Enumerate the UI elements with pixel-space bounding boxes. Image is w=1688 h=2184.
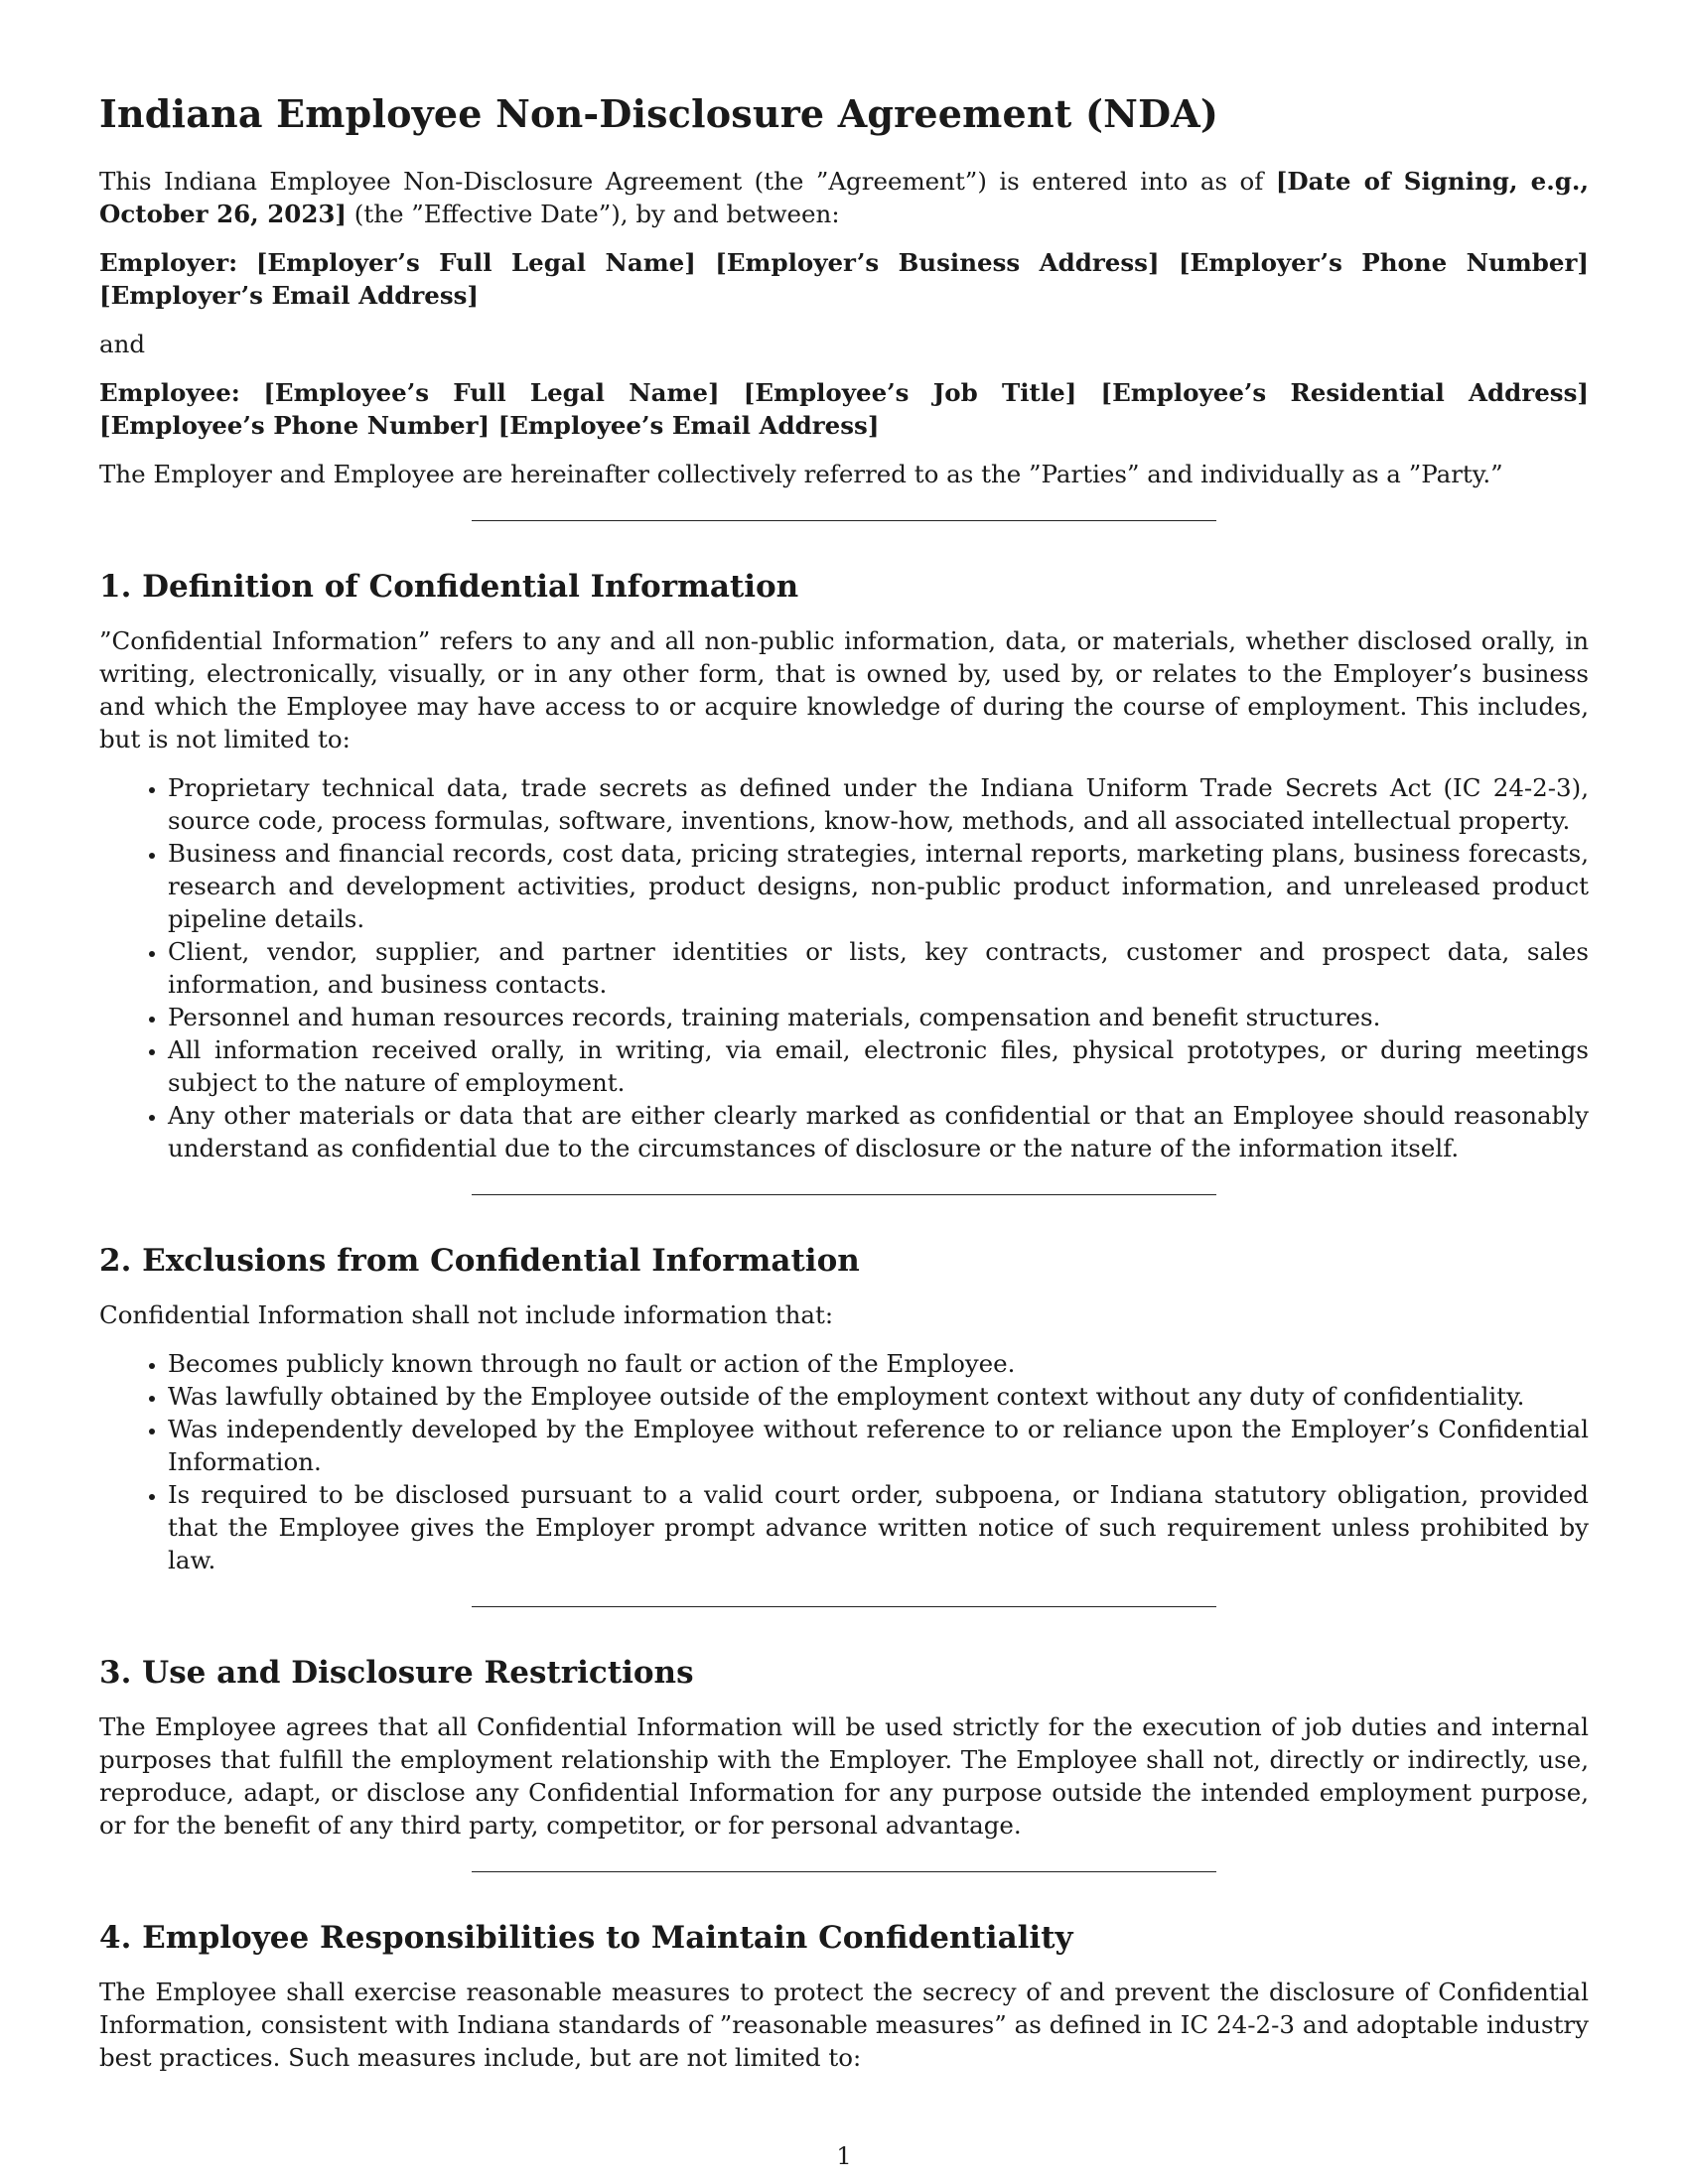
employee-block	[99, 376, 1589, 442]
list-item: • Was lawfully obtained by the Employee outside of the employment context without any duty of confidentiality.	[168, 1380, 1589, 1413]
list-item: • Personnel and human resources records, training materials, compensation and benefit structures.	[168, 1001, 1589, 1033]
employee-fields: [Employee’s Full Legal Name] [Employee’s Job Title] [Employee’s Residential Address] [Employee’s Phone Number] [Employee’s Email Address]	[99, 378, 1589, 440]
divider	[472, 1194, 1216, 1195]
document-page	[99, 91, 1589, 2090]
section-3-heading: 3. Use and Disclosure Restrictions	[99, 1655, 694, 1691]
list-item: • All information received orally, in writing, via email, electronic files, physical prototypes, or during meetings subject to the nature of employment.	[168, 1033, 1589, 1099]
divider	[472, 1606, 1216, 1607]
employee-label: Employee:	[99, 378, 240, 407]
divider	[472, 520, 1216, 521]
intro-paragraph	[99, 165, 1589, 230]
section-3-paragraph: The Employee agrees that all Confidential Information will be used strictly for the execution of job duties and internal purposes that fulfill the employment relationship with the Employer. The Employee shall not, directly or indirectly, use, reproduce, adapt, or disclose any Confidential Information for any purpose outside the intended employment purpose, or for the benefit of any third party, competitor, or for personal advantage.	[99, 1712, 1589, 1840]
section-2-paragraph: Confidential Information shall not include information that:	[99, 1300, 834, 1329]
section-4-paragraph: The Employee shall exercise reasonable measures to protect the secrecy of and prevent the disclosure of Confidential Information, consistent with Indiana standards of ”reasonable measures” as defined in IC 24-2-3 and adoptable industry best practices. Such measures include, but are not limited to:	[99, 1978, 1589, 2072]
section-2-list	[99, 1347, 1589, 1576]
employer-block	[99, 246, 1589, 312]
list-item: • Client, vendor, supplier, and partner identities or lists, key contracts, customer and prospect data, sales information, and business contacts.	[168, 935, 1589, 1001]
section-1-paragraph: ”Confidential Information” refers to any and all non-public information, data, or materials, whether disclosed orally, in writing, electronically, visually, or in any other form, that is owned by, used by, or relates to the Employer’s business and which the Employee may have access to or acquire knowledge of during the course of employment. This includes, but is not limited to:	[99, 626, 1589, 753]
effective-date-placeholder: [Date of Signing, e.g., October 26, 2023]	[99, 167, 1589, 228]
section-1-heading: 1. Definition of Confidential Information	[99, 569, 799, 605]
divider	[472, 1871, 1216, 1872]
list-item: • Proprietary technical data, trade secrets as defined under the Indiana Uniform Trade Secrets Act (IC 24-2-3), source code, process formulas, software, inventions, know-how, methods, and all associated intellectual property.	[168, 771, 1589, 837]
list-item: • Any other materials or data that are either clearly marked as confidential or that an Employee should reasonably understand as confidential due to the circumstances of disclosure or the nature of the information itself.	[168, 1099, 1589, 1164]
employer-label: Employer:	[99, 248, 238, 277]
document-title: Indiana Employee Non-Disclosure Agreement (NDA)	[99, 91, 1219, 136]
list-item: • Is required to be disclosed pursuant to a valid court order, subpoena, or Indiana statutory obligation, provided that the Employee gives the Employer prompt advance written notice of such requirement unless prohibited by law.	[168, 1478, 1589, 1576]
list-item: • Was independently developed by the Employee without reference to or reliance upon the Employer’s Confidential Information.	[168, 1413, 1589, 1478]
page-number: 1	[836, 2142, 852, 2170]
section-4-heading: 4. Employee Responsibilities to Maintain Confidentiality	[99, 1920, 1073, 1956]
employer-fields: [Employer’s Full Legal Name] [Employer’s Business Address] [Employer’s Phone Number] [Employer’s Email Address]	[99, 248, 1589, 310]
parties-paragraph: The Employer and Employee are hereinafter collectively referred to as the ”Parties” and individually as a ”Party.”	[99, 460, 1503, 488]
list-item: • Business and financial records, cost data, pricing strategies, internal reports, marketing plans, business forecasts, research and development activities, product designs, non-public product information, and unreleased product pipeline details.	[168, 837, 1589, 935]
intro-text-end: (the ”Effective Date”), by and between:	[347, 200, 840, 228]
and-text: and	[99, 330, 146, 358]
intro-text-start: This Indiana Employee Non-Disclosure Agreement (the ”Agreement”) is entered into as of	[99, 167, 1276, 196]
section-1-list	[99, 771, 1589, 1164]
section-2-heading: 2. Exclusions from Confidential Information	[99, 1243, 860, 1279]
list-item: • Becomes publicly known through no fault or action of the Employee.	[168, 1347, 1589, 1380]
